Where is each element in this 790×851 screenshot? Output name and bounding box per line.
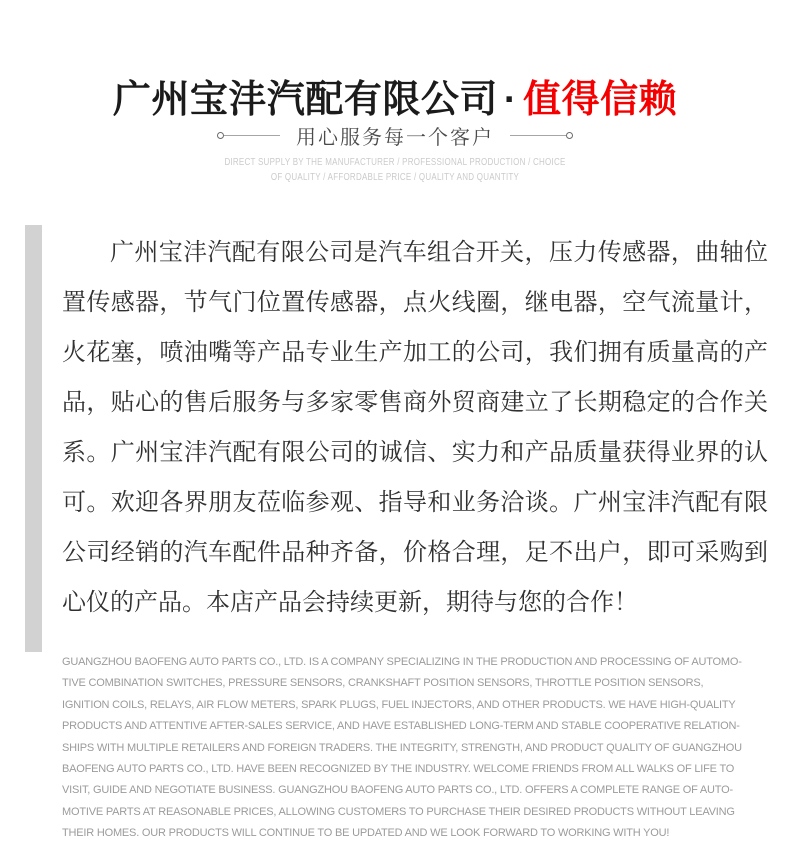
- chinese-paragraph-line: 公司经销的汽车配件品种齐备，价格合理，足不出户，即可采购到: [62, 539, 768, 566]
- english-paragraph-line: GUANGZHOU BAOFENG AUTO PARTS CO., LTD. IS A COMPANY SPECIALIZING IN THE PRODUCTION AND PROCESSING OF AUTOMO-: [62, 656, 742, 668]
- english-paragraph-line: PRODUCTS AND ATTENTIVE AFTER-SALES SERVICE, AND HAVE ESTABLISHED LONG-TERM AND STABLE COOPERATIVE RELATION-: [62, 720, 740, 733]
- left-ring-icon: [217, 132, 224, 139]
- chinese-paragraph-line: 可。欢迎各界朋友莅临参观、指导和业务洽谈。广州宝沣汽配有限: [62, 489, 768, 516]
- left-divider-line: [224, 135, 280, 136]
- subtitle: [0, 122, 790, 148]
- chinese-paragraph-line: 广州宝沣汽配有限公司是汽车组合开关，压力传感器，曲轴位: [110, 239, 768, 266]
- english-paragraph: [62, 652, 768, 845]
- english-paragraph-line: TIVE COMBINATION SWITCHES, PRESSURE SENSORS, CRANKSHAFT POSITION SENSORS, THROTTLE POSITION SENSORS,: [62, 677, 704, 690]
- chinese-paragraph-line: 品，贴心的售后服务与多家零售商外贸商建立了长期稳定的合作关: [62, 389, 768, 416]
- english-paragraph-line: MOTIVE PARTS AT REASONABLE PRICES, ALLOWING CUSTOMERS TO PURCHASE THEIR DESIRED PRODUCTS WITHOUT LEAVING: [62, 805, 735, 818]
- english-paragraph-line: THEIR HOMES. OUR PRODUCTS WILL CONTINUE TO BE UPDATED AND WE LOOK FORWARD TO WORKING WITH YOU!: [62, 827, 670, 840]
- subtitle-text: 用心服务每一个客户: [296, 126, 494, 149]
- chinese-paragraph: [62, 228, 768, 628]
- page-title: [0, 77, 790, 125]
- chinese-paragraph-line: 火花塞，喷油嘴等产品专业生产加工的公司，我们拥有质量高的产: [62, 339, 768, 366]
- page-title-slogan: 值得信赖: [523, 79, 678, 122]
- title-separator-dot: ·: [503, 79, 518, 122]
- tagline-line: OF QUALITY / AFFORDABLE PRICE / QUALITY AND QUANTITY: [270, 172, 520, 183]
- tagline-en: [0, 155, 790, 185]
- english-paragraph-line: SHIPS WITH MULTIPLE RETAILERS AND FOREIGN TRADERS. THE INTEGRITY, STRENGTH, AND PRODUCT QUALITY OF GUANGZHOU: [62, 741, 742, 754]
- page-title-company: 广州宝沣汽配有限公司: [112, 79, 498, 122]
- chinese-paragraph-line: 系。广州宝沣汽配有限公司的诚信、实力和产品质量获得业界的认: [62, 439, 768, 466]
- chinese-paragraph-line: 心仪的产品。本店产品会持续更新，期待与您的合作！: [62, 589, 638, 616]
- chinese-paragraph-line: 置传感器，节气门位置传感器，点火线圈，继电器，空气流量计，: [62, 289, 768, 316]
- tagline-line: DIRECT SUPPLY BY THE MANUFACTURER / PROFESSIONAL PRODUCTION / CHOICE: [224, 157, 566, 168]
- english-paragraph-line: VISIT, GUIDE AND NEGOTIATE BUSINESS. GUANGZHOU BAOFENG AUTO PARTS CO., LTD. OFFERS A COMPLETE RANGE OF AUTO-: [62, 784, 733, 797]
- english-paragraph-line: IGNITION COILS, RELAYS, AIR FLOW METERS, SPARK PLUGS, FUEL INJECTORS, AND OTHER PRODUCTS. WE HAVE HIGH-QUALITY: [62, 698, 736, 711]
- right-ring-icon: [566, 132, 573, 139]
- right-divider-line: [510, 135, 566, 136]
- accent-bar: [25, 225, 42, 652]
- english-paragraph-line: BAOFENG AUTO PARTS CO., LTD. HAVE BEEN RECOGNIZED BY THE INDUSTRY. WELCOME FRIENDS FROM ALL WALKS OF LIFE TO: [62, 763, 735, 776]
